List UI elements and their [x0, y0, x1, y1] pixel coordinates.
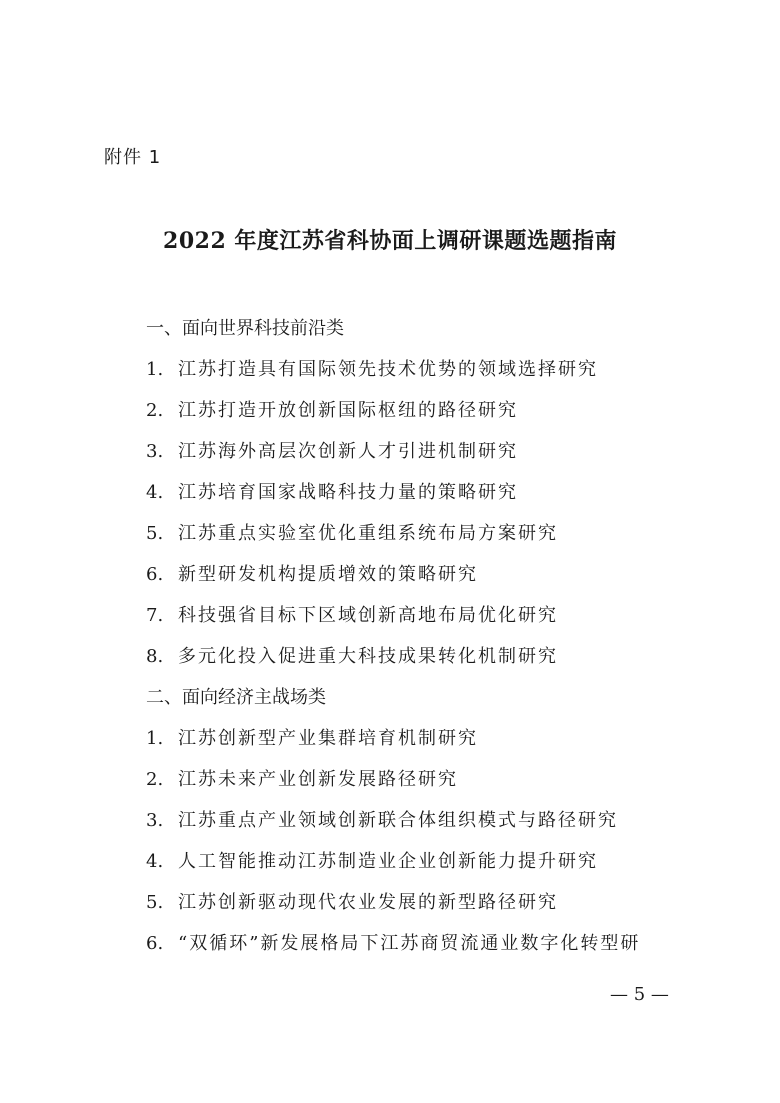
list-item	[146, 513, 706, 554]
topic-list	[146, 308, 706, 964]
document-title: 2022 年度江苏省科协面上调研课题选题指南	[163, 228, 617, 254]
item-text: 江苏创新驱动现代农业发展的新型路径研究	[178, 892, 558, 913]
item-number: 7.	[146, 605, 164, 626]
item-text: 科技强省目标下区域创新高地布局优化研究	[178, 605, 558, 626]
list-item	[146, 759, 706, 800]
list-item	[146, 349, 706, 390]
section-heading-economy: 二、面向经济主战场类	[146, 687, 326, 708]
item-number: 2.	[146, 400, 164, 421]
item-number: 4.	[146, 851, 164, 872]
list-item	[146, 390, 706, 431]
list-item	[146, 841, 706, 882]
item-number: 1.	[146, 359, 164, 380]
list-item	[146, 882, 706, 923]
item-text: 江苏重点实验室优化重组系统布局方案研究	[178, 523, 558, 544]
item-text: 江苏海外高层次创新人才引进机制研究	[178, 441, 518, 462]
item-text: 江苏培育国家战略科技力量的策略研究	[178, 482, 518, 503]
attachment-label: 附件 1	[104, 147, 162, 168]
item-text: 新型研发机构提质增效的策略研究	[178, 564, 478, 585]
item-text: 江苏创新型产业集群培育机制研究	[178, 728, 478, 749]
item-number: 6.	[146, 564, 164, 585]
item-number: 3.	[146, 810, 164, 831]
item-number: 5.	[146, 523, 164, 544]
item-number: 6.	[146, 933, 164, 954]
item-number: 5.	[146, 892, 164, 913]
item-text: 江苏未来产业创新发展路径研究	[178, 769, 458, 790]
list-item	[146, 472, 706, 513]
item-text: 江苏打造具有国际领先技术优势的领域选择研究	[178, 359, 598, 380]
list-item	[146, 923, 706, 964]
item-number: 8.	[146, 646, 164, 667]
page-number: — 5 —	[610, 984, 669, 1005]
section-heading-frontier: 一、面向世界科技前沿类	[146, 318, 344, 339]
list-item	[146, 800, 706, 841]
list-item	[146, 595, 706, 636]
item-number: 4.	[146, 482, 164, 503]
list-item	[146, 554, 706, 595]
item-text: 人工智能推动江苏制造业企业创新能力提升研究	[178, 851, 598, 872]
item-number: 1.	[146, 728, 164, 749]
item-text: 多元化投入促进重大科技成果转化机制研究	[178, 646, 558, 667]
item-text: 江苏重点产业领域创新联合体组织模式与路径研究	[178, 810, 618, 831]
list-item	[146, 636, 706, 677]
item-number: 3.	[146, 441, 164, 462]
item-number: 2.	[146, 769, 164, 790]
list-item	[146, 431, 706, 472]
item-text: “双循环”新发展格局下江苏商贸流通业数字化转型研	[178, 933, 641, 954]
item-text: 江苏打造开放创新国际枢纽的路径研究	[178, 400, 518, 421]
list-item	[146, 718, 706, 759]
